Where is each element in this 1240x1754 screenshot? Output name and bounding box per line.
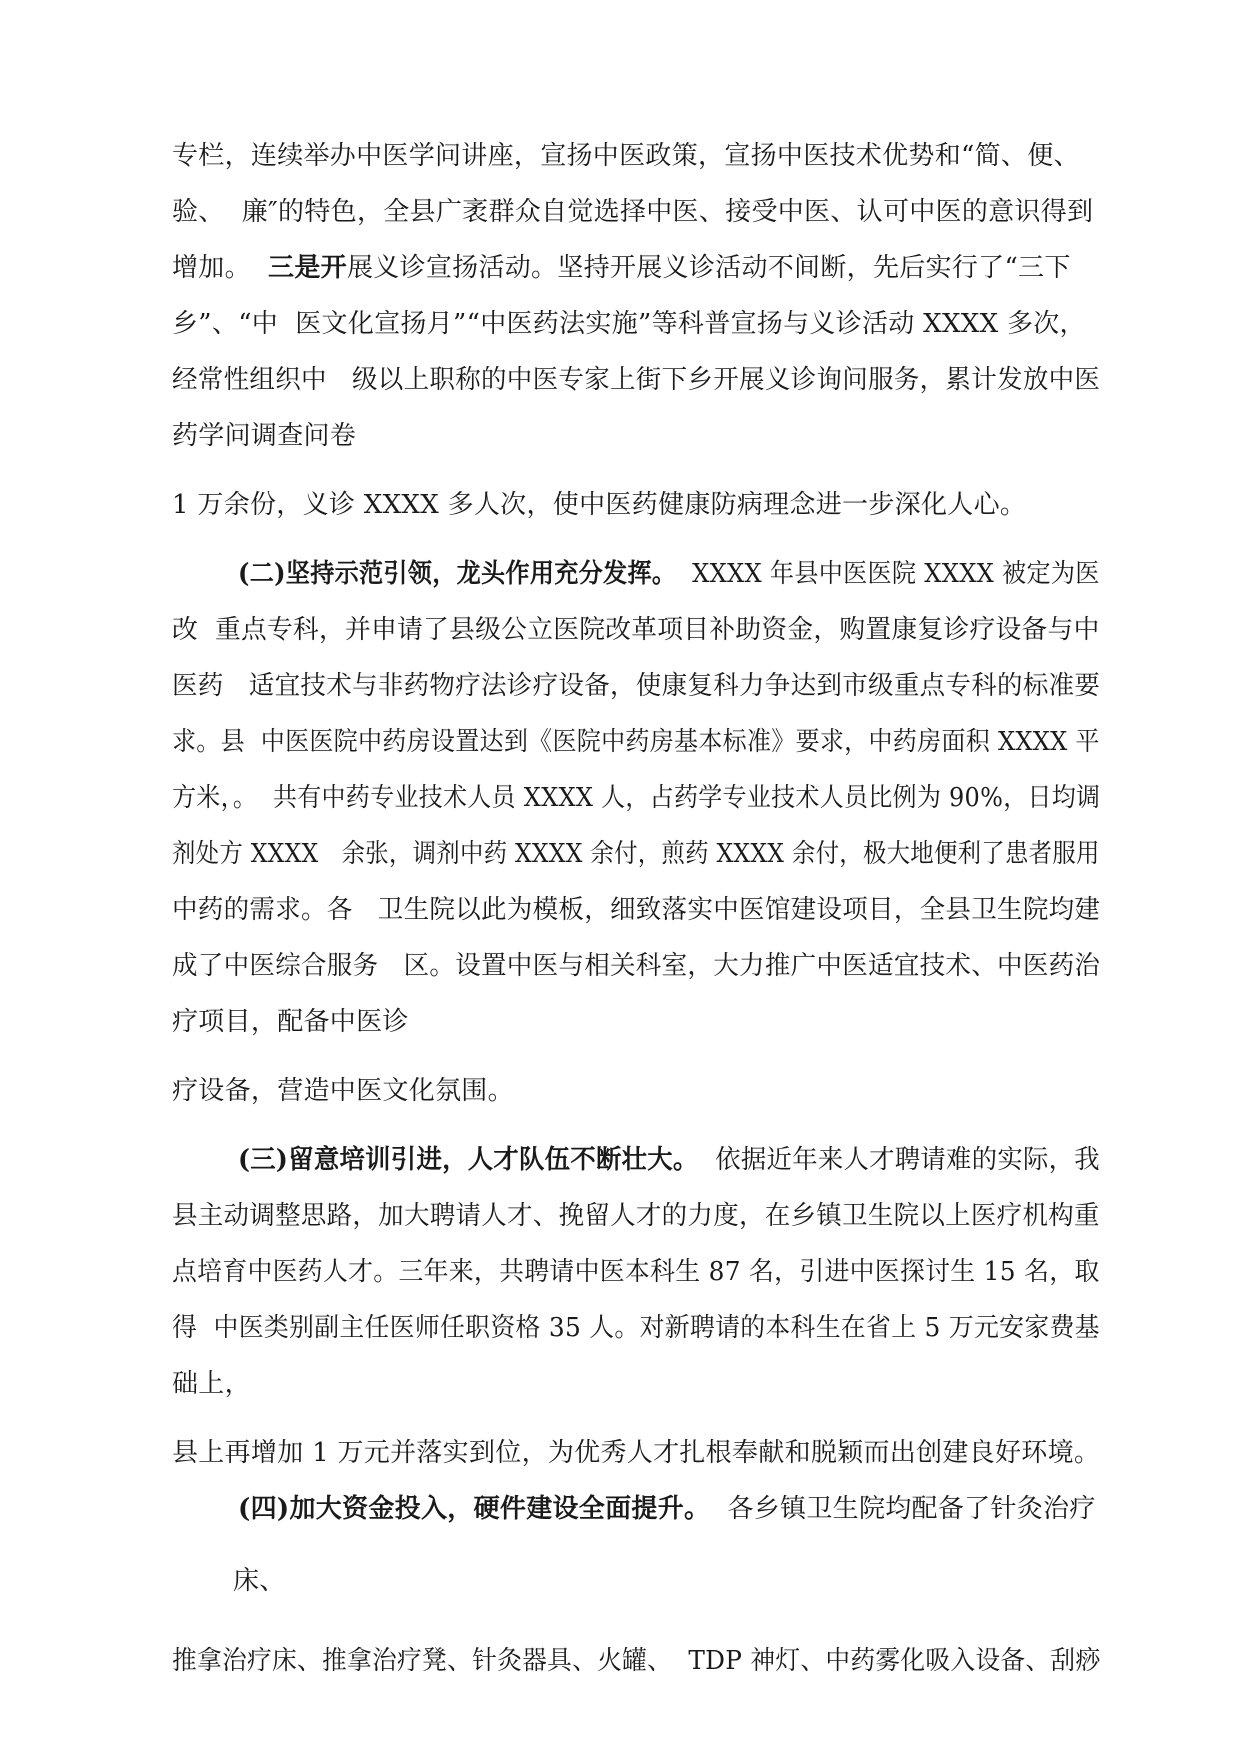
section-heading: (三)留意培训引进，人才队伍不断壮大。 [238,1145,699,1175]
text-line: 1 万余份，义诊 XXXX 多人次，使中医药健康防病理念进一步深化人心。 [172,490,1027,520]
text-run: 增加。 [172,253,269,283]
text-run: 依据近年来人才聘请难的实际，我 [698,1145,1100,1175]
section-heading: (四)加大资金投入，硬件建设全面提升。 [238,1494,711,1524]
text-line: 推拿治疗床、推拿治疗凳、针灸器具、火罐、 TDP 神灯、中药雾化吸入设备、刮痧 [172,1646,1101,1676]
text-run: XXXX 年县中医医院 XXXX 被定为医 [676,559,1100,589]
text-line [238,558,1100,590]
text-line: 剂处方 XXXX 余张，调剂中药 XXXX 余付，煎药 XXXX 余付，极大地便利了患者服用 [172,839,1100,869]
text-line: 成了中医综合服务 区。设置中医与相关科室，大力推广中医适宜技术、中医药治 [172,951,1101,981]
text-line: 方米，。 共有中药专业技术人员 XXXX 人，占药学专业技术人员比例为 90%，日均调 [172,783,1101,813]
text-run: 各乡镇卫生院均配备了针灸治疗 [710,1494,1096,1524]
text-run: 展义诊宣扬活动。坚持开展义诊活动不间断，先后实行了“三下 [346,253,1071,283]
section-heading: (二)坚持示范引领，龙头作用充分发挥。 [238,559,677,589]
text-line [238,1493,1096,1525]
text-line: 中药的需求。各 卫生院以此为模板，细致落实中医馆建设项目，全县卫生院均建 [172,895,1101,925]
text-line: 点培育中医药人才。三年来，共聘请中医本科生 87 名，引进中医探讨生 15 名，取 [172,1257,1100,1287]
text-line: 药学问调查问卷 [172,421,357,451]
bold-lead: 三是开 [268,253,347,283]
text-line: 疗项目，配备中医诊 [172,1007,409,1037]
text-line: 得 中医类别副主任医师任职资格 35 人。对新聘请的本科生在省上 5 万元安家费基 [172,1313,1100,1343]
text-line: 县主动调整思路，加大聘请人才、挽留人才的力度，在乡镇卫生院以上医疗机构重 [172,1201,1100,1231]
text-line [238,1144,1100,1176]
text-line: 床、 [233,1566,286,1596]
text-line: 县上再增加 1 万元并落实到位，为优秀人才扎根奉献和脱颖而出创建良好环境。 [172,1438,1101,1468]
text-line: 乡”、“中 医文化宣扬月”“中医药法实施”等科普宣扬与义诊活动 XXXX 多次， [172,309,1086,339]
text-line: 础上， [172,1369,251,1399]
text-line: 专栏，连续举办中医学问讲座，宣扬中医政策，宣扬中医技术优势和“简、便、 [172,141,1080,171]
text-line: 医药 适宜技术与非药物疗法诊疗设备，使康复科力争达到市级重点专科的标准要 [172,671,1101,701]
text-line: 求。县 中医医院中药房设置达到《医院中药房基本标准》要求，中药房面积 XXXX 平 [172,727,1100,757]
text-line: 疗设备，营造中医文化氛围。 [172,1076,514,1106]
text-line [172,252,1071,284]
text-line: 经常性组织中 级以上职称的中医专家上街下乡开展义诊询问服务，累计发放中医 [172,365,1101,395]
text-line: 验、 廉″的特色，全县广袤群众自觉选择中医、接受中医、认可中医的意识得到 [172,197,1094,227]
text-line: 改 重点专科，并申请了县级公立医院改革项目补助资金，购置康复诊疗设备与中 [172,615,1100,645]
